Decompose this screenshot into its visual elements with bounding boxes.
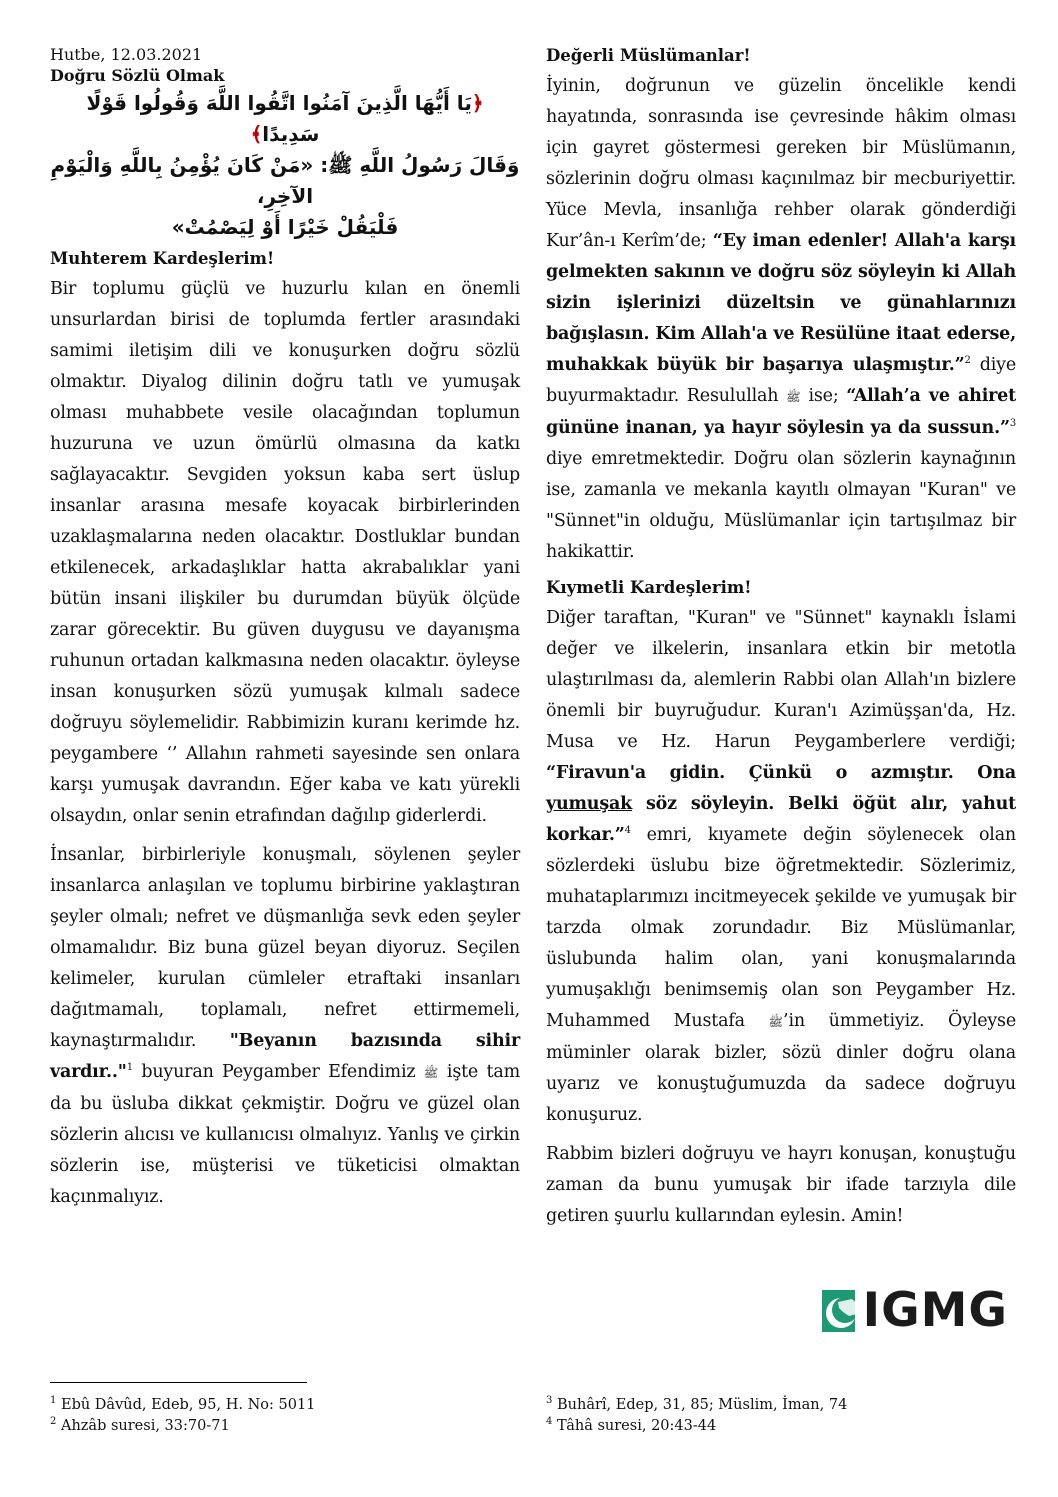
footnote-ref[interactable]: 4 [624, 825, 631, 837]
sermon-date: Hutbe, 12.03.2021 [50, 45, 203, 64]
sermon-title: Doğru Sözlü Olmak [50, 66, 225, 85]
footnote: $^4$ Tâhâ suresi, 20:43-44 [546, 1416, 717, 1434]
verse-quote: “Ey iman edenler! Allah'a karşı gelmekten sakının ve doğru söz söyleyin ki Allah sizin işlerinizi düzeltsin ve günahlarınızı bağışlasın. Kim Allah'a ve Resülüne itaat ederse, muhakkak büyük bir başarıya ulaşmıştır.” [546, 231, 1017, 375]
footnote-ref[interactable]: 3 [1009, 418, 1016, 430]
right-column [546, 44, 1016, 1240]
ornate-bracket-open: ﴿ [471, 91, 484, 115]
verse-quote: “Firavun'a gidin. Çünkü o azmıştır. Ona yumuşak söz söyleyin. Belki öğüt alır, yahut korkar.” [546, 763, 1016, 845]
footnote: $^3$ Buhârî, Edep, 31, 85; Müslim, İman, 74 [546, 1395, 848, 1413]
arabic-hadith-line1: وَقَالَ رَسُولُ اللَّهِ ﷺ: «مَنْ كَانَ يُؤْمِنُ بِاللَّهِ وَالْيَوْمِ الآخِرِ، [50, 153, 520, 208]
arabic-block [50, 88, 520, 243]
footnote: $^2$ Ahzâb suresi, 33:70-71 [50, 1416, 230, 1434]
footnotes-left [50, 1395, 315, 1437]
logo-text: IGMG [862, 1283, 1008, 1338]
igmg-logo [822, 1283, 1008, 1338]
ornate-bracket-close: ﴾ [250, 122, 263, 146]
footnote-ref[interactable]: 1 [126, 1062, 133, 1074]
paragraph: Bir toplumu güçlü ve huzurlu kılan en önemli unsurlardan birisi de toplumda fertler arasındaki samimi iletişim dili ve konuşurken doğru sözlü olmaktır. Diyalog dilinin doğru tatlı ve yumuşak olması muhabbete vesile olacağından toplumun huzuruna ve uzun ömürlü olmasına da katkı sağlayacaktır. Sevgiden yoksun kaba sert üslup insanlar arasına mesafe koyacak birbirlerinden uzaklaşmalarına neden olacaktır. Dostluklar bundan etkilenecek, arkadaşlıklar hatta akrabalıklar yani bütün insani ilişkiler bu durumdan büyük ölçüde zarar görecektir. Bu güven duygusu ve dayanışma ruhunun ortadan kalkmasına neden olacaktır. öyleyse insan konuşurken sözü yumuşak kılmalı sadece doğruyu söylemelidir. Rabbimizin kuranı kerimde hz. peygambere ‘’ Allahın rahmeti sayesinde sen onlara karşı yumuşak davrandın. Eğer kaba ve katı yürekli olsaydın, onlar senin etrafından dağılıp giderlerdi. [50, 279, 520, 826]
arabic-verse: ﴿يَا أَيُّهَا الَّذِينَ آمَنُوا اتَّقُوا اللَّهَ وَقُولُوا قَوْلًا سَدِيدًا﴾ [86, 91, 484, 146]
closing-prayer: Rabbim bizleri doğruyu ve hayrı konuşan, konuştuğu zaman da bunu yumuşak bir ifade tarzıyla dile getiren şuurlu kullarından eylesin. Amin! [546, 1144, 1016, 1226]
paragraph: Diğer taraftan, "Kuran" ve "Sünnet" kaynaklı İslami değer ve ilkelerin, insanlara etkin bir metotla ulaştırılması da, alemlerin Rabbi olan Allah'ın bizlere önemli bir buyruğudur. Kuran'ı Azimüşşan'da, Hz. Musa ve Hz. Harun Peygamberlere verdiği; “Firavun'a gidin. Çünkü o azmıştır. Ona yumuşak söz söyleyin. Belki öğüt alır, yahut korkar.”$^4$ emri, kıyamete değin söylenecek olan sözlerdeki üslubu bize öğretmektedir. Sözlerimiz, muhataplarımızı incitmeyecek şekilde ve yumuşak bir tarzda olmak zorundadır. Biz Müslümanlar, üslubunda halim olan, yani konuşmalarında yumuşaklığı benimsemiş olan son Peygamber Hz. Muhammed Mustafa ﷺ’in ümmetiyiz. Öyleyse müminler olarak bizler, sözü dinler doğru olana uyarız ve konuştuğumuzda da sadece doğruyu konuşuruz. [546, 608, 1016, 1125]
salawat-icon: ﷺ [423, 1066, 439, 1080]
left-column [50, 44, 520, 1221]
salawat-icon: ﷺ [786, 390, 801, 404]
paragraph: İyinin, doğrunun ve güzelin öncelikle kendi hayatında, sonrasında ise çevresinde hâkim olması için gayret göstermesi gereken bir Müslümanın, sözlerinin doğru olması kaçınılmaz bir mecburiyettir. Yüce Mevla, insanlığa rehber olarak gönderdiği Kur’ân-ı Kerîm’de; “Ey iman edenler! Allah'a karşı gelmekten sakının ve doğru söz söyleyin ki Allah sizin işlerinizi düzeltsin ve günahlarınızı bağışlasın. Kim Allah'a ve Resülüne itaat ederse, muhakkak büyük bir başarıya ulaşmıştır.”$^2$ diye buyurmaktadır. Resulullah ﷺ ise; “Allah’a ve ahiret gününe inanan, ya hayır söylesin ya da sussun.”$^3$ diye emretmektedir. Doğru olan sözlerin kaynağının ise, zamanla ve mekanla kayıtlı olmayan "Kuran" ve "Sünnet"in olduğu, Müslümanlar için tartışılmaz bir hakikattir. [546, 76, 1017, 562]
section-heading: Değerli Müslümanlar! [546, 46, 751, 65]
footnote: $^1$ Ebû Dâvûd, Edeb, 95, H. No: 5011 [50, 1395, 316, 1413]
footnotes-right [546, 1395, 847, 1437]
hadith-quote: “Allah’a ve ahiret gününe inanan, ya hayır söylesin ya da sussun.” [546, 386, 1016, 438]
section-heading: Kıymetli Kardeşlerim! [546, 578, 752, 597]
footnote-separator [50, 1382, 307, 1383]
arabic-hadith-line2: فَلْيَقُلْ خَيْرًا أَوْ لِيَصْمُتْ» [171, 215, 399, 239]
salawat-icon: ﷺ [768, 1015, 783, 1029]
paragraph: İnsanlar, birbirleriyle konuşmalı, söylenen şeyler insanlarca anlaşılan ve toplumu birbirine yaklaştıran şeyler olmalı; nefret ve düşmanlığa sevk eden şeyler olmamalıdır. Biz buna güzel beyan diyoruz. Seçilen kelimeler, kurulan cümleler etraftaki insanları dağıtmamalı, toplamalı, nefret ettirmemeli, kaynaştırmalıdır. "Beyanın bazısında sihir vardır.."$^1$ buyuran Peygamber Efendimiz ﷺ işte tam da bu üsluba dikkat çekmiştir. Doğru ve güzel olan sözlerin alıcısı ve kullanıcısı olmalıyız. Yanlış ve çirkin sözlerin ise, müşterisi ve tüketicisi olmaktan kaçınmalıyız. [50, 845, 520, 1207]
hadith-quote: "Beyanın bazısında sihir vardır.." [50, 1031, 520, 1082]
footnote-ref[interactable]: 2 [964, 355, 971, 367]
crescent-map-icon [822, 1290, 855, 1332]
section-heading: Muhterem Kardeşlerim! [50, 249, 275, 268]
